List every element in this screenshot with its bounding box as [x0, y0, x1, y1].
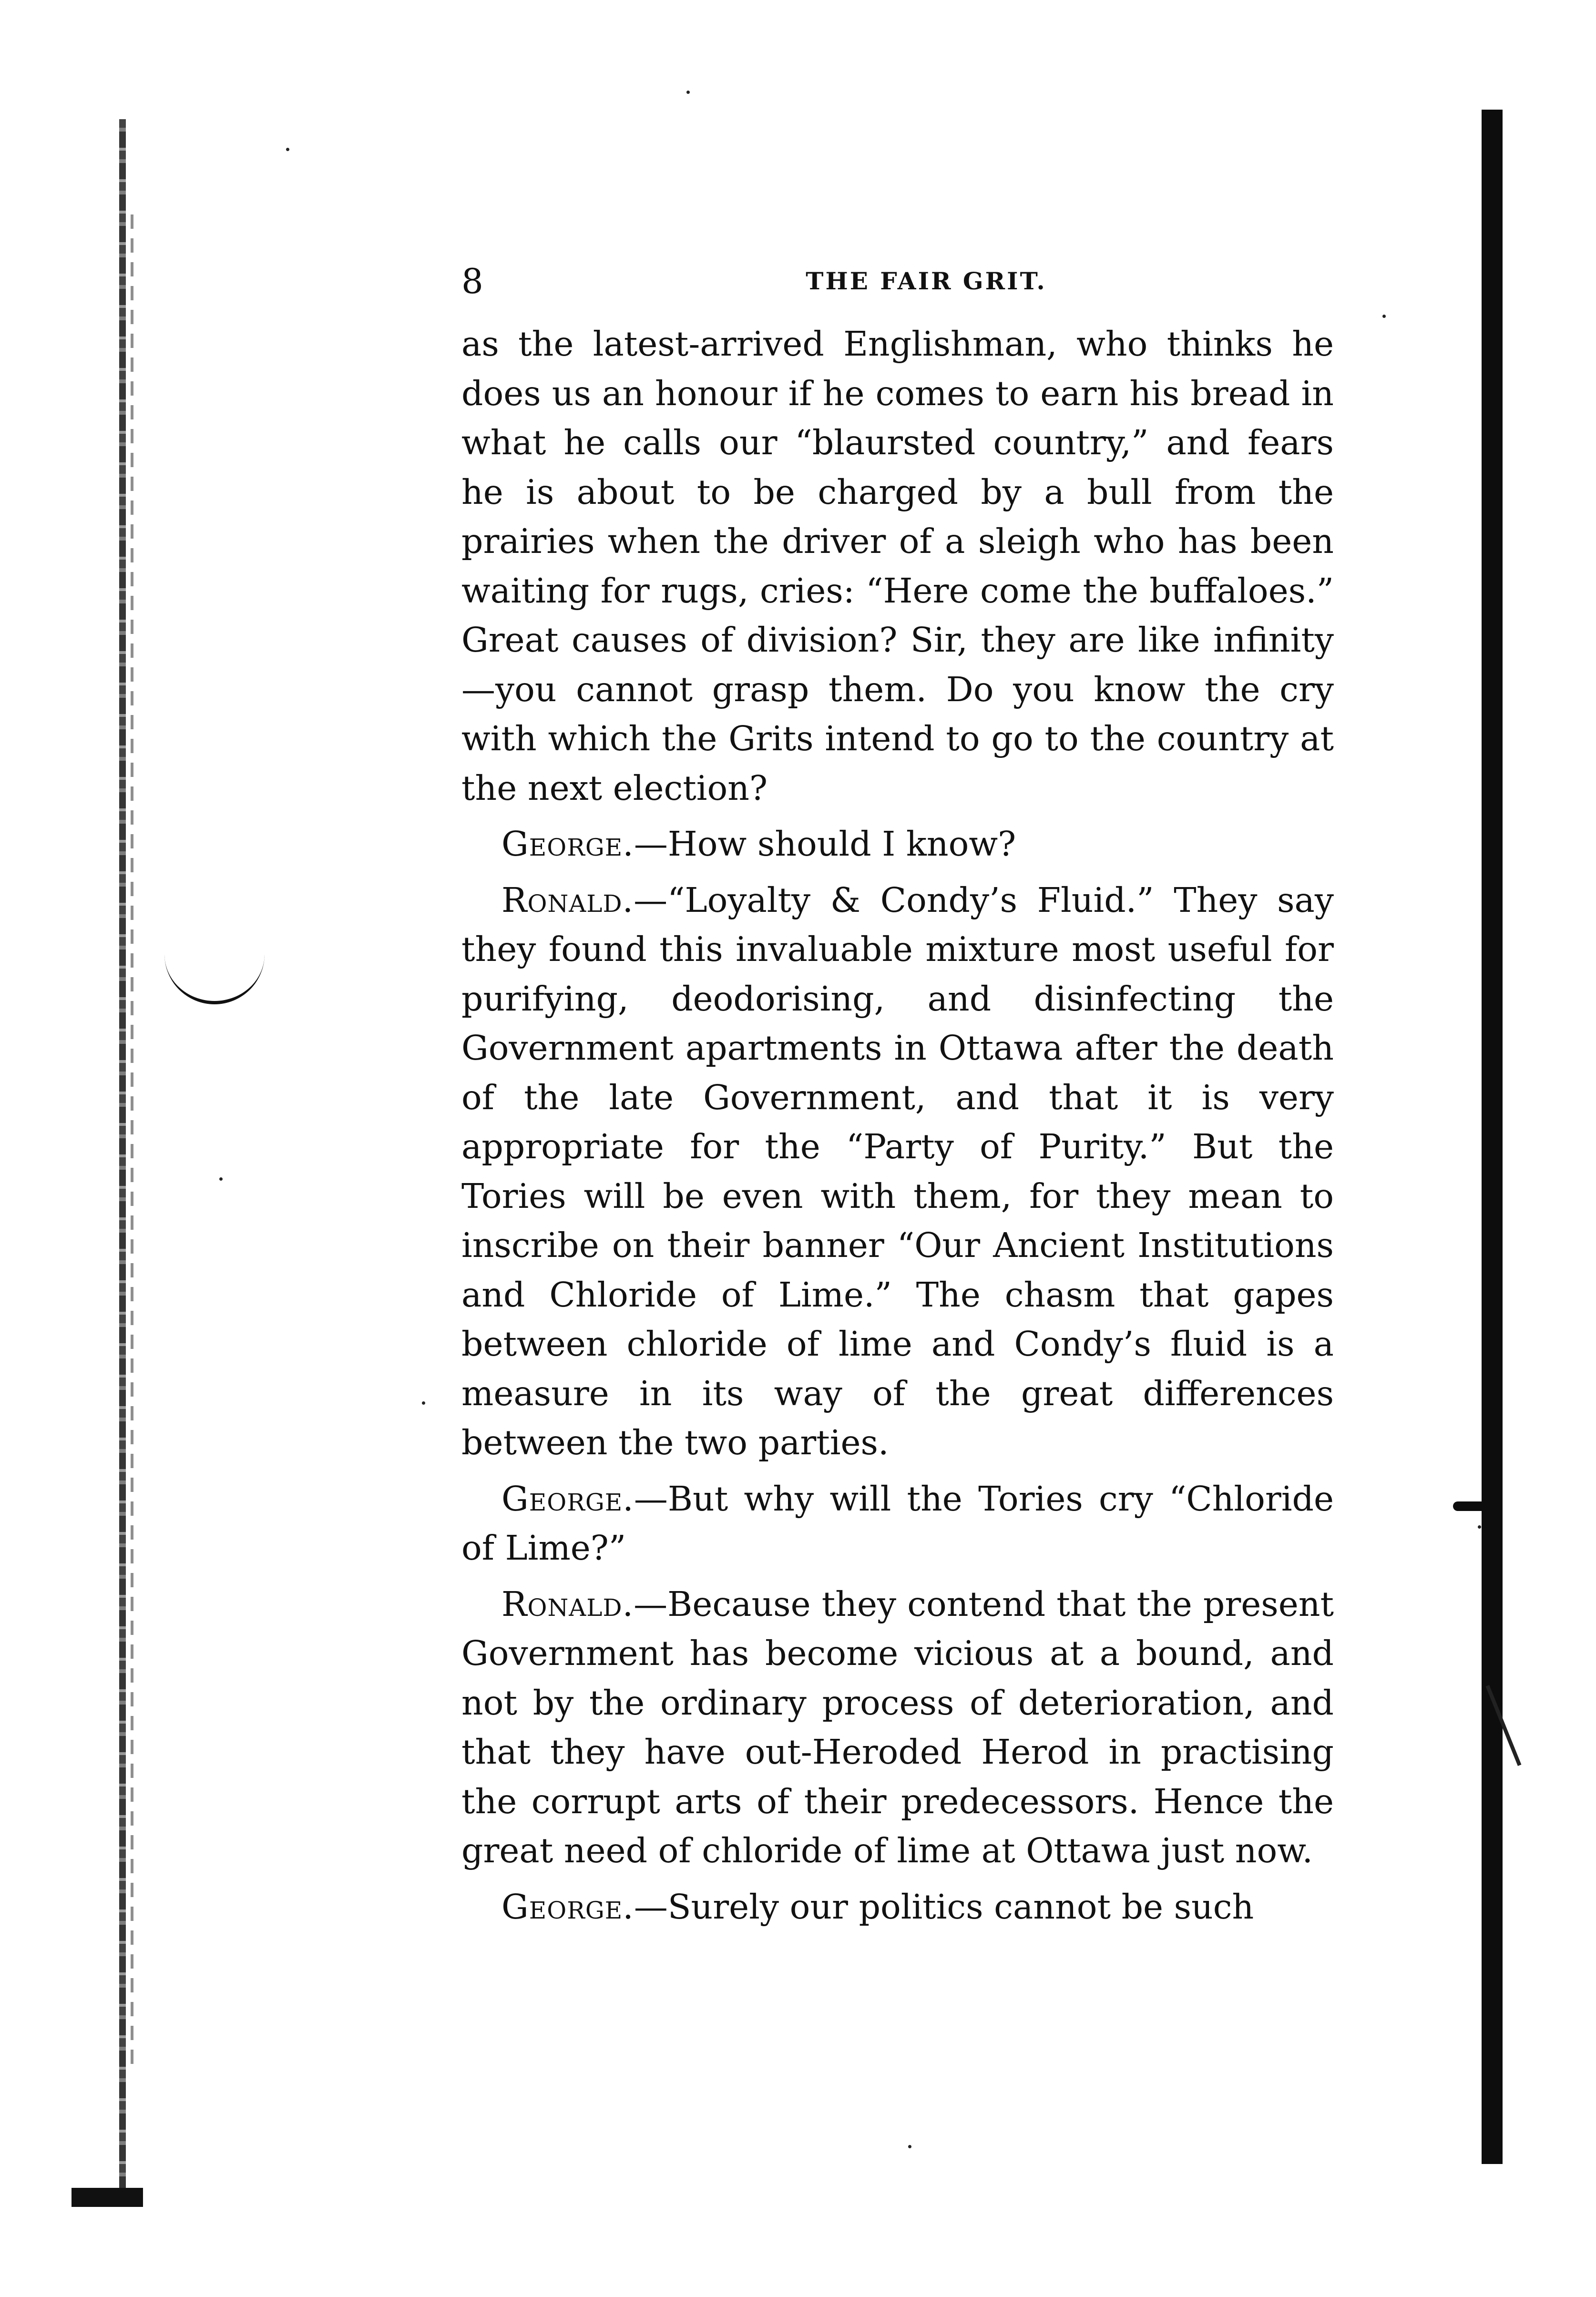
scan-speck — [286, 148, 289, 151]
paragraph — [461, 1580, 1334, 1876]
paragraph-text: —How should I know? — [634, 824, 1016, 864]
paragraph-text: as the latest-arrived Englishman, who thinks he does us an honour if he comes to earn his bread in what he calls our “blaursted country,” and fears he is about to be charged by a bull from the prairies when the driver of a sleigh who has been waiting for rugs, cries: “Here come the buffaloes.” Great causes of division? Sir, they are like infinity—you cannot grasp them. Do you know the cry with which the Grits intend to go to the country at the next election? — [461, 324, 1334, 808]
speaker-name: George. — [501, 824, 634, 864]
body-text — [461, 319, 1334, 1931]
scan-speck — [1382, 315, 1386, 318]
scan-speck — [908, 2145, 911, 2148]
speaker-name: Ronald. — [501, 1584, 634, 1624]
scan-speck — [219, 1177, 223, 1181]
speaker-name: Ronald. — [501, 880, 634, 920]
scan-speck — [1478, 1525, 1481, 1529]
page-gutter-edge — [72, 119, 162, 2207]
stray-ink-mark — [164, 944, 265, 1004]
paragraph-text: —Surely our politics cannot be such — [634, 1887, 1254, 1927]
paragraph — [461, 876, 1334, 1468]
paragraph-text: —But why will the Tories cry “Chloride of Lime?” — [461, 1479, 1334, 1568]
scan-speck — [686, 91, 690, 94]
paragraph-text: —Because they contend that the present Government has become vicious at a bound, and not by the ordinary process of deterioration, and that they have out-Heroded Herod in practising the corrupt arts of their predecessors. Hence the great need of chloride of lime at Ottawa just now. — [461, 1584, 1334, 1870]
paragraph — [461, 319, 1334, 813]
paragraph — [461, 1882, 1334, 1932]
paragraph-text: —“Loyalty & Condy’s Fluid.” They say they found this invaluable mixture most useful for purifying, deodorising, and disinfecting the Government apartments in Ottawa after the death of the late Government, and that it is very appropriate for the “Party of Purity.” But the Tories will be even with them, for they mean to inscribe on their banner “Our Ancient Institutions and Chloride of Lime.” The chasm that gapes between chloride of lime and Condy’s fluid is a measure in its way of the great differences between the two parties. — [461, 880, 1334, 1462]
scan-speck — [422, 1401, 425, 1405]
running-title: THE FAIR GRIT. — [806, 267, 1047, 295]
page-number: 8 — [461, 261, 483, 301]
paragraph — [461, 1474, 1334, 1573]
speaker-name: George. — [501, 1479, 634, 1519]
paragraph — [461, 819, 1334, 869]
scan-edge-bar — [1482, 110, 1503, 2164]
book-page — [461, 257, 1334, 1931]
speaker-name: George. — [501, 1887, 634, 1927]
running-head — [461, 257, 1334, 305]
